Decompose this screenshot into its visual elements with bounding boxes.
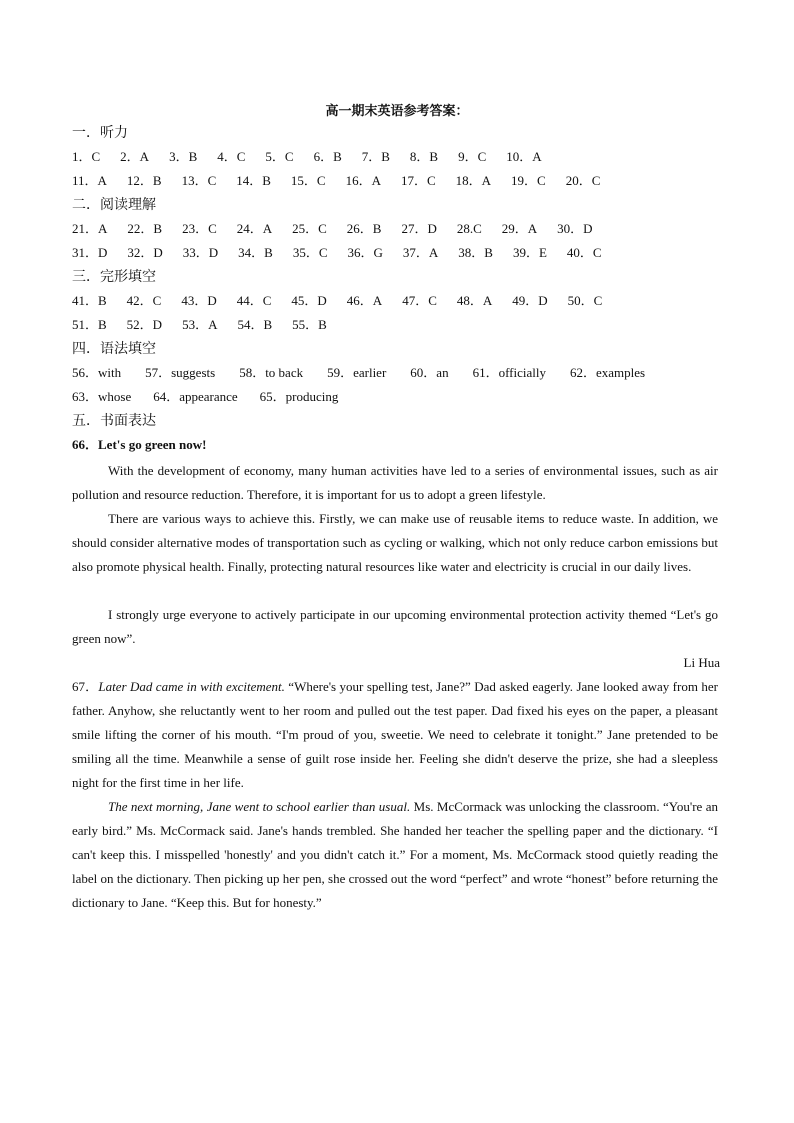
answer-item: 40．C <box>566 245 602 260</box>
answer-item: 49．D <box>512 293 548 308</box>
answer-item: 32．D <box>127 245 163 260</box>
answer-row-2 <box>72 171 620 191</box>
answer-item: 25．C <box>292 221 327 236</box>
answer-item: 37．A <box>402 245 439 260</box>
essay-66-paragraph-3 <box>72 603 718 651</box>
essay-67-paragraph-2 <box>72 795 718 915</box>
answer-item: 47．C <box>402 293 437 308</box>
essay-66-p1-text: With the development of economy, many human activities have led to a series of environmental issues, such as air pollution and resource reduction. Therefore, it is important for us to adopt a green lifestyle. <box>72 463 718 502</box>
answer-item: 58．to back <box>239 365 304 380</box>
answer-item: 53．A <box>182 317 218 332</box>
answer-item: 5．C <box>265 149 294 164</box>
answer-item: 19．C <box>511 173 546 188</box>
answer-item: 65．producing <box>259 389 339 404</box>
answer-item: 22．B <box>127 221 163 236</box>
answer-item: 6．B <box>313 149 342 164</box>
answer-item: 17．C <box>400 173 436 188</box>
section-listening: 一．听力 <box>72 125 128 141</box>
answer-item: 62．examples <box>570 365 646 380</box>
answer-item: 61．officially <box>472 365 546 380</box>
answer-item: 10．A <box>506 149 542 164</box>
answer-item: 42．C <box>126 293 162 308</box>
answer-item: 50．C <box>567 293 603 308</box>
answer-item: 13．C <box>181 173 217 188</box>
answer-item: 27．D <box>401 221 437 236</box>
essay-66-p3-text: I strongly urge everyone to actively participate in our upcoming environmental protection activity themed “Let's go green now”. <box>72 607 718 646</box>
essay-66-paragraph-2 <box>72 507 718 579</box>
answer-item: 14．B <box>236 173 271 188</box>
section-reading: 二．阅读理解 <box>72 197 156 213</box>
answer-item: 33．D <box>182 245 219 260</box>
answer-item: 45．D <box>291 293 327 308</box>
answer-item: 9．C <box>458 149 487 164</box>
answer-row-5 <box>72 291 622 311</box>
section-writing: 五．书面表达 <box>72 413 156 429</box>
answer-item: 28.C <box>456 221 482 236</box>
answer-row-4 <box>72 243 622 263</box>
answer-item: 52．D <box>126 317 163 332</box>
answer-item: 51．B <box>72 317 107 332</box>
answer-item: 63．whose <box>72 389 132 404</box>
answer-item: 8．B <box>409 149 439 164</box>
essay-67-p2-text: Ms. McCormack was unlocking the classroom. “You're an early bird.” Ms. McCormack said. Jane's hands trembled. She handed her teacher the spelling paper and the dictionary. “I can't keep this. I misspelled 'honestly' and you didn't catch it.” For a moment, Ms. McCormack stood quietly reading the label on the dictionary. Then picking up her pen, she crossed out the word “perfect” and wrote “honest” before returning the dictionary to Jane. “Keep this. But for honesty.” <box>72 799 718 910</box>
answer-item: 44．C <box>236 293 272 308</box>
essay-66-p2-text: There are various ways to achieve this. Firstly, we can make use of reusable items to reduce waste. In addition, we should consider alternative modes of transportation such as cycling or walking, which not only reduce carbon emissions but also promote physical health. Finally, protecting natural resources like water and electricity is crucial in our daily lives. <box>72 511 718 574</box>
answer-item: 29．A <box>501 221 538 236</box>
answer-item: 4．C <box>217 149 246 164</box>
page-title: 高一期末英语参考答案： <box>325 104 469 119</box>
answer-item: 3．B <box>169 149 198 164</box>
essay-67-p1-text: “Where's your spelling test, Jane?” Dad asked eagerly. Jane looked away from her father. Anyhow, she reluctantly went to her room and pulled out the test paper. Dad fixed his eyes on the paper, a pleasant smile lifting the corner of his mouth. “I'm proud of you, sweetie. We need to celebrate it tonight.” Jane pretended to be smiling all the time. Meanwhile a sense of guilt rose inside her. Feeling she didn't deserve the prize, she had a sleepless night for the first time in her life. <box>72 679 718 790</box>
answer-item: 30．D <box>557 221 593 236</box>
answer-item: 11．A <box>72 173 107 188</box>
essay-66-signature: Li Hua <box>683 655 720 670</box>
answer-item: 2．A <box>120 149 150 164</box>
answer-row-6 <box>72 315 347 335</box>
section-cloze: 三．完形填空 <box>72 269 156 285</box>
answer-item: 39．E <box>512 245 547 260</box>
answer-item: 23．C <box>182 221 217 236</box>
essay-66-title: 66．Let's go green now! <box>72 437 207 452</box>
answer-row-3 <box>72 219 613 239</box>
answer-item: 24．A <box>236 221 273 236</box>
answer-item: 55．B <box>292 317 327 332</box>
answer-row-7 <box>72 363 669 383</box>
answer-item: 31．D <box>72 245 108 260</box>
answer-item: 21．A <box>72 221 108 236</box>
answer-item: 54．B <box>237 317 273 332</box>
section-grammar: 四．语法填空 <box>72 341 156 357</box>
answer-item: 7．B <box>361 149 390 164</box>
answer-item: 36．G <box>347 245 383 260</box>
essay-67-number: 67． <box>72 679 99 694</box>
answer-row-8 <box>72 387 360 407</box>
answer-item: 35．C <box>292 245 328 260</box>
answer-item: 1．C <box>72 149 101 164</box>
answer-item: 43．D <box>181 293 217 308</box>
essay-67-paragraph-1 <box>72 675 718 795</box>
answer-row-1 <box>72 147 562 167</box>
answer-item: 64．appearance <box>153 389 238 404</box>
answer-item: 56．with <box>72 365 122 380</box>
answer-item: 18．A <box>455 173 492 188</box>
answer-item: 34．B <box>238 245 273 260</box>
answer-item: 16．A <box>345 173 381 188</box>
answer-item: 12．B <box>126 173 162 188</box>
answer-item: 46．A <box>346 293 383 308</box>
answer-item: 20．C <box>565 173 601 188</box>
answer-item: 26．B <box>346 221 382 236</box>
essay-66-paragraph-1 <box>72 459 718 507</box>
answer-item: 38．B <box>458 245 493 260</box>
answer-item: 60．an <box>410 365 449 380</box>
answer-item: 57．suggests <box>145 365 216 380</box>
answer-item: 59．earlier <box>327 365 387 380</box>
answer-item: 41．B <box>72 293 107 308</box>
answer-item: 15．C <box>290 173 326 188</box>
essay-67-lead-2: The next morning, Jane went to school earlier than usual. <box>108 799 411 814</box>
answer-item: 48．A <box>456 293 493 308</box>
essay-67-lead-1: Later Dad came in with excitement. <box>98 679 285 694</box>
